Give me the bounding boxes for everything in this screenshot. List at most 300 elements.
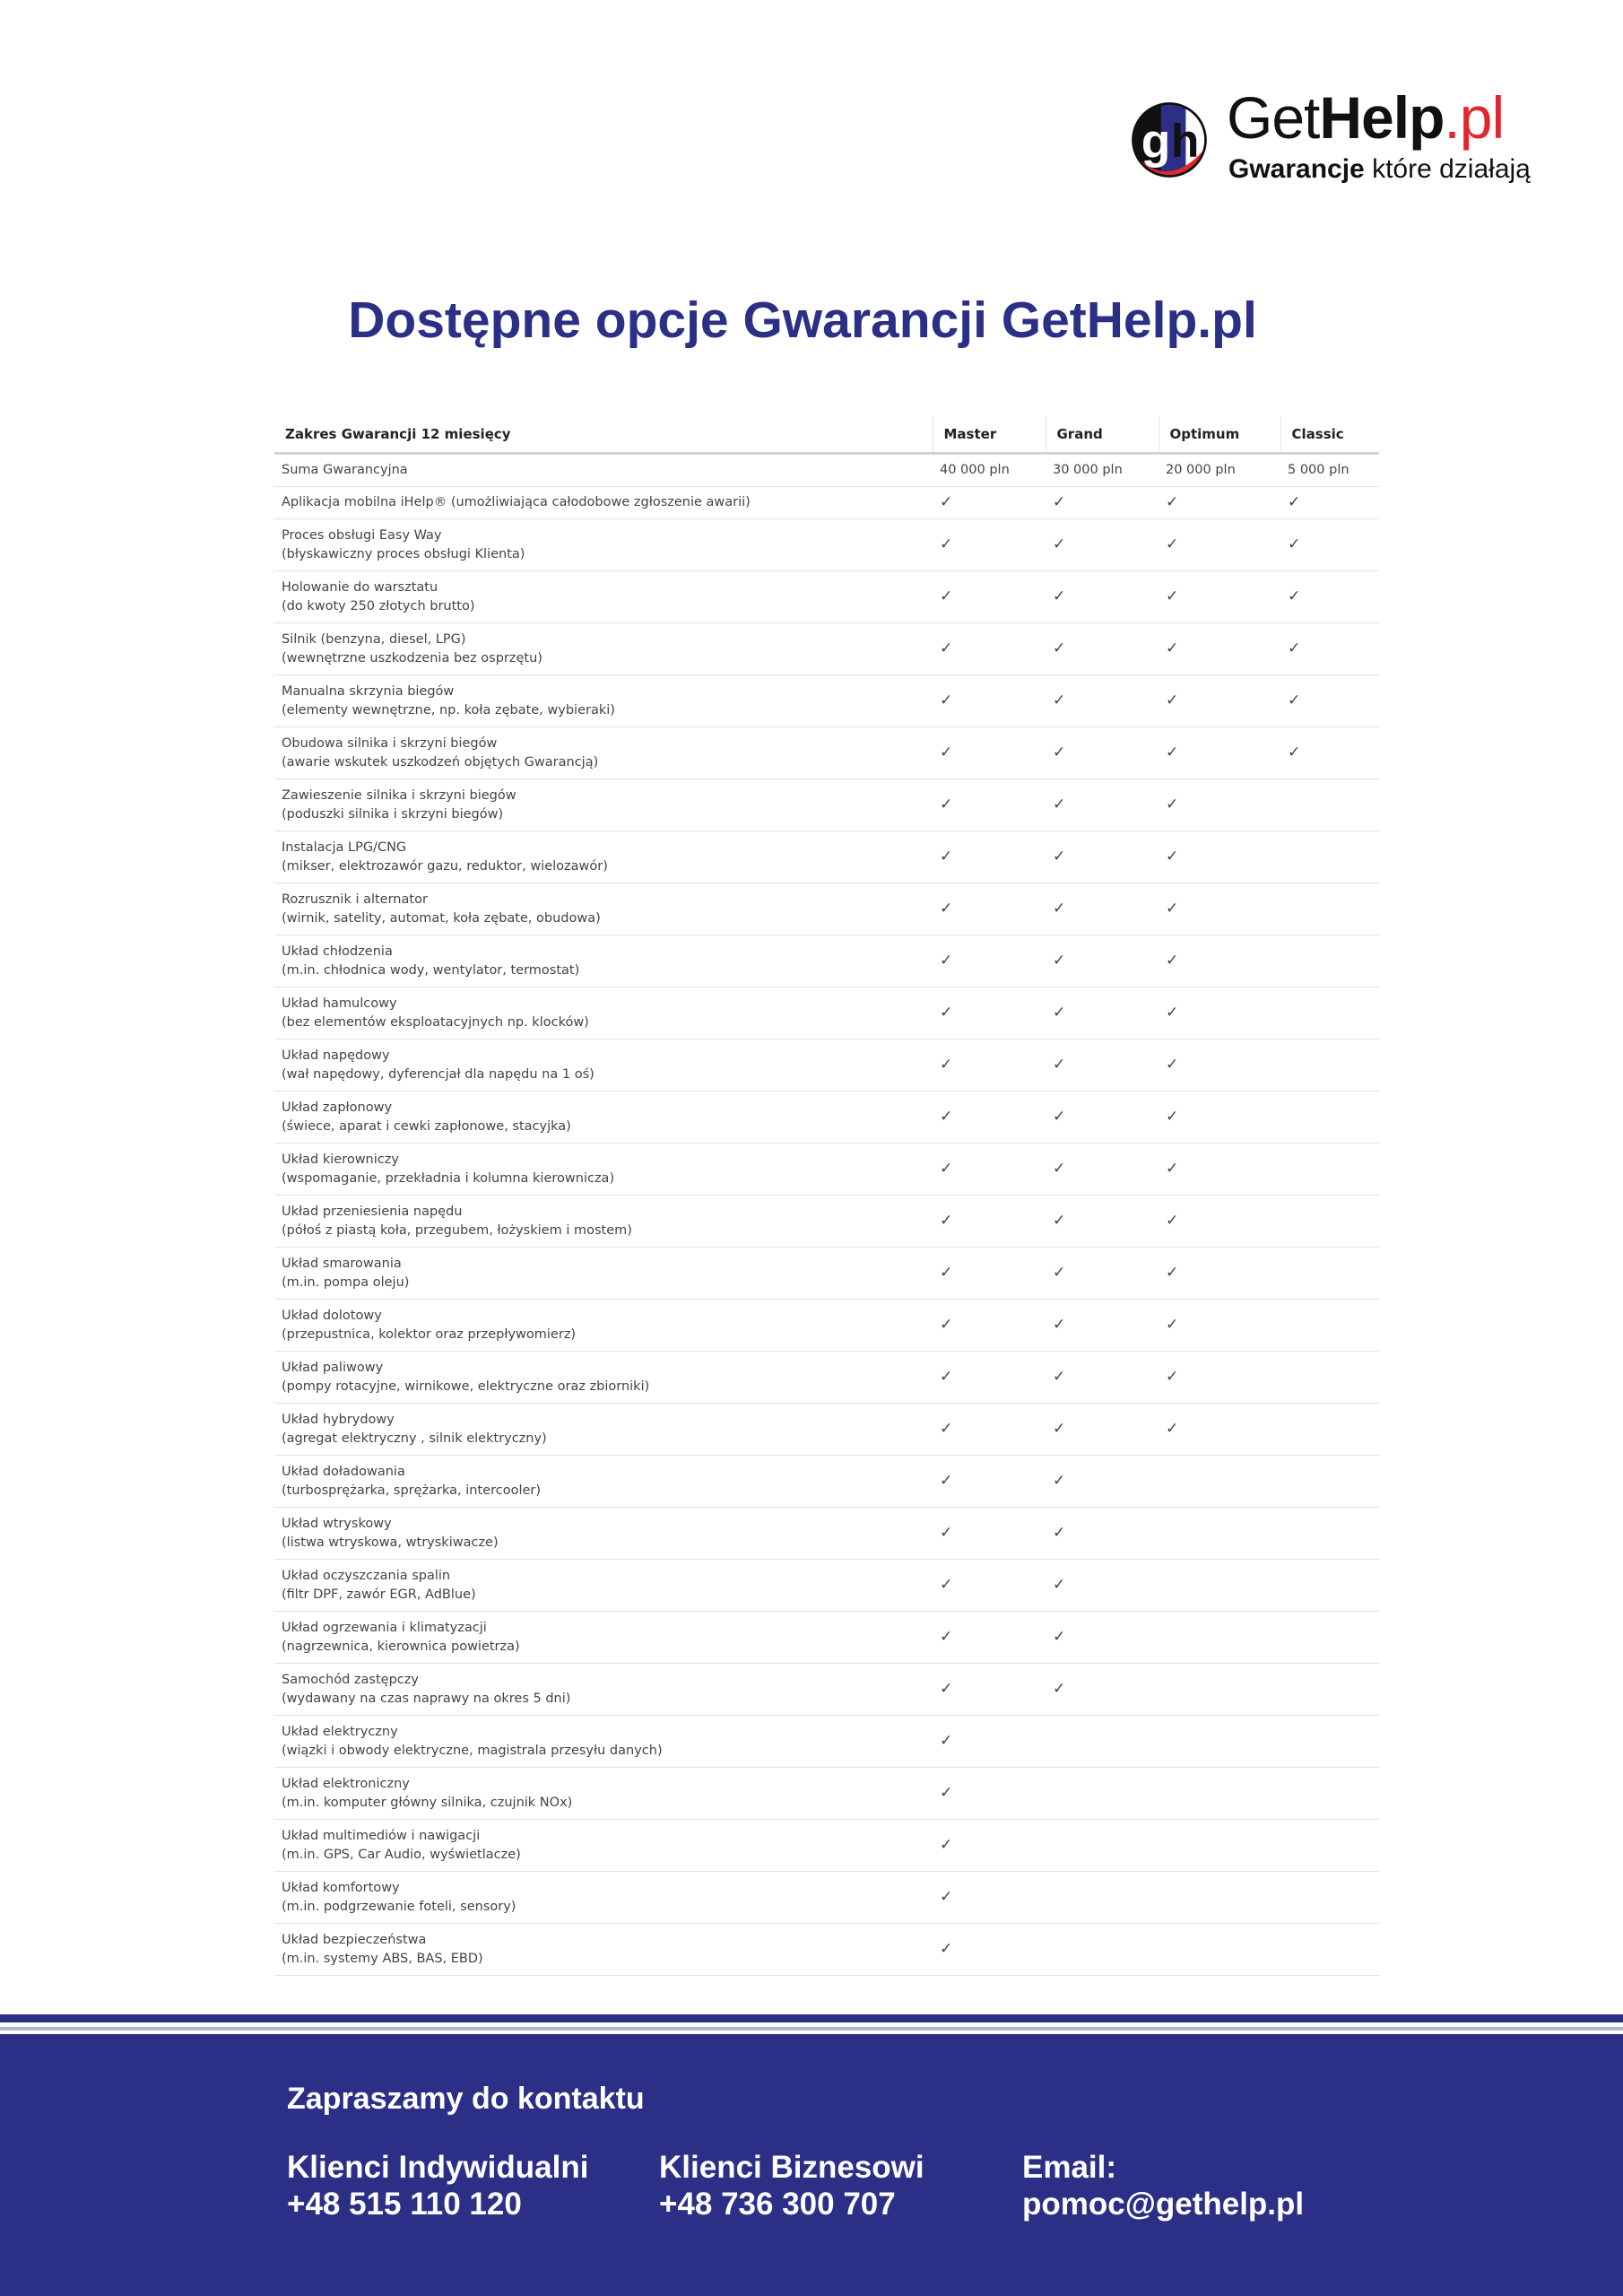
cell-grand: [1046, 1508, 1159, 1560]
feature-description: (bez elementów eksploatacyjnych np. klocków): [282, 1014, 589, 1030]
cell-classic: [1280, 487, 1379, 519]
feature-description: (listwa wtryskowa, wtryskiwacze): [282, 1535, 499, 1550]
table-row: [274, 1924, 1379, 1976]
warranty-table-container: [274, 416, 1379, 1976]
cell-classic: [1280, 1820, 1379, 1872]
check-icon: ✓: [1053, 1627, 1066, 1646]
check-icon: ✓: [940, 639, 953, 657]
cell-master: [933, 487, 1046, 519]
sum-value: 20 000 pln: [1166, 463, 1236, 477]
feature-description: (m.in. chłodnica wody, wentylator, termostat): [282, 962, 580, 978]
feature-description: (wiązki i obwody elektryczne, magistrala przesyłu danych): [282, 1743, 663, 1758]
check-icon: ✓: [1053, 1263, 1066, 1282]
check-icon: ✓: [1166, 1003, 1179, 1022]
cell-master: [933, 1820, 1046, 1872]
cell-optimum: [1159, 1456, 1280, 1508]
check-icon: ✓: [1166, 743, 1179, 761]
cell-optimum: [1159, 675, 1280, 727]
feature-cell: [274, 1664, 933, 1716]
cell-grand: [1046, 1456, 1159, 1508]
check-icon: ✓: [940, 899, 953, 918]
feature-name: Układ elektroniczny: [282, 1776, 410, 1791]
feature-cell: [274, 1091, 933, 1144]
cell-grand: [1046, 519, 1159, 571]
table-row: [274, 727, 1379, 779]
cell-grand: [1046, 1039, 1159, 1091]
feature-description: (wał napędowy, dyferencjał dla napędu na 1 oś): [282, 1066, 595, 1082]
check-icon: ✓: [1053, 743, 1066, 761]
sum-value: 40 000 pln: [940, 463, 1010, 477]
cell-classic: [1280, 883, 1379, 935]
feature-description: (poduszki silnika i skrzyni biegów): [282, 806, 504, 822]
cell-classic: [1280, 1196, 1379, 1248]
check-icon: ✓: [1166, 492, 1179, 511]
feature-name: Suma Gwarancyjna: [282, 463, 408, 477]
cell-classic: [1280, 779, 1379, 831]
cell-optimum: [1159, 1508, 1280, 1560]
feature-description: (wewnętrzne uszkodzenia bez osprzętu): [282, 650, 542, 665]
table-row: [274, 1716, 1379, 1768]
cell-master: [933, 1456, 1046, 1508]
cell-optimum: [1159, 571, 1280, 623]
check-icon: ✓: [940, 1887, 953, 1906]
check-icon: ✓: [1053, 1419, 1066, 1438]
feature-cell: [274, 1924, 933, 1976]
header-grand: Grand: [1046, 416, 1159, 454]
cell-grand: [1046, 779, 1159, 831]
check-icon: ✓: [1053, 1367, 1066, 1386]
contact-individual: [287, 2149, 588, 2222]
check-icon: ✓: [940, 951, 953, 970]
feature-cell: [274, 1820, 933, 1872]
cell-grand: [1046, 1924, 1159, 1976]
cell-master: [933, 1091, 1046, 1144]
table-row: [274, 1820, 1379, 1872]
contact-label: Email:: [1022, 2150, 1117, 2185]
warranty-comparison-table: [274, 416, 1379, 1976]
feature-description: (agregat elektryczny , silnik elektryczny): [282, 1431, 547, 1446]
check-icon: ✓: [1288, 492, 1301, 511]
feature-name: Układ komfortowy: [282, 1880, 400, 1895]
check-icon: ✓: [1166, 1159, 1179, 1178]
cell-grand: [1046, 935, 1159, 987]
check-icon: ✓: [940, 1367, 953, 1386]
feature-name: Układ zapłonowy: [282, 1100, 393, 1115]
page-title: Dostępne opcje Gwarancji GetHelp.pl: [348, 291, 1257, 349]
cell-classic: [1280, 1508, 1379, 1560]
cell-optimum: [1159, 831, 1280, 883]
cell-grand: [1046, 1404, 1159, 1456]
check-icon: ✓: [1053, 535, 1066, 553]
table-row: [274, 1560, 1379, 1612]
feature-cell: [274, 1612, 933, 1664]
contact-label: Klienci Indywidualni: [287, 2150, 589, 2185]
feature-name: Układ wtryskowy: [282, 1516, 392, 1531]
table-row: [274, 675, 1379, 727]
cell-grand: [1046, 571, 1159, 623]
feature-description: (pompy rotacyjne, wirnikowe, elektryczne oraz zbiorniki): [282, 1378, 650, 1394]
cell-grand: [1046, 487, 1159, 519]
cell-classic: [1280, 571, 1379, 623]
cell-optimum: [1159, 1820, 1280, 1872]
check-icon: ✓: [1288, 639, 1301, 657]
feature-cell: [274, 727, 933, 779]
cell-classic: [1280, 519, 1379, 571]
cell-classic: [1280, 1716, 1379, 1768]
cell-classic: [1280, 675, 1379, 727]
feature-cell: [274, 1508, 933, 1560]
cell-classic: [1280, 727, 1379, 779]
cell-grand: [1046, 831, 1159, 883]
check-icon: ✓: [1053, 1003, 1066, 1022]
cell-grand: [1046, 1352, 1159, 1404]
table-row: [274, 1664, 1379, 1716]
feature-description: (awarie wskutek uszkodzeń objętych Gwarancją): [282, 754, 599, 770]
feature-cell: [274, 519, 933, 571]
check-icon: ✓: [940, 1159, 953, 1178]
cell-master: [933, 1768, 1046, 1820]
feature-name: Manualna skrzynia biegów: [282, 683, 455, 699]
feature-description: (wydawany na czas naprawy na okres 5 dni): [282, 1691, 571, 1706]
cell-master: [933, 987, 1046, 1039]
feature-cell: [274, 1872, 933, 1924]
cell-classic: [1280, 1144, 1379, 1196]
cell-optimum: [1159, 779, 1280, 831]
cell-master: [933, 1560, 1046, 1612]
check-icon: ✓: [1053, 1107, 1066, 1126]
cell-master: [933, 1352, 1046, 1404]
check-icon: ✓: [940, 847, 953, 865]
cell-optimum: [1159, 1196, 1280, 1248]
feature-cell: [274, 831, 933, 883]
cell-classic: [1280, 831, 1379, 883]
footer-divider-light: [0, 2027, 1623, 2031]
cell-optimum: [1159, 883, 1280, 935]
check-icon: ✓: [1288, 587, 1301, 605]
contact-email: [1022, 2149, 1304, 2222]
cell-classic: [1280, 1352, 1379, 1404]
table-row: [274, 454, 1379, 487]
check-icon: ✓: [940, 1575, 953, 1594]
cell-grand: [1046, 883, 1159, 935]
feature-name: Proces obsługi Easy Way: [282, 527, 442, 543]
cell-master: [933, 1508, 1046, 1560]
feature-cell: [274, 779, 933, 831]
table-row: [274, 623, 1379, 675]
feature-description: (nagrzewnica, kierownica powietrza): [282, 1639, 520, 1654]
check-icon: ✓: [1166, 1211, 1179, 1230]
feature-name: Instalacja LPG/CNG: [282, 839, 407, 855]
check-icon: ✓: [940, 743, 953, 761]
feature-name: Obudowa silnika i skrzyni biegów: [282, 735, 498, 751]
table-row: [274, 1300, 1379, 1352]
feature-name: Układ bezpieczeństwa: [282, 1932, 427, 1947]
cell-optimum: [1159, 487, 1280, 519]
logo-pl-text: .pl: [1444, 84, 1505, 151]
check-icon: ✓: [1053, 1315, 1066, 1334]
cell-grand: [1046, 1560, 1159, 1612]
check-icon: ✓: [1053, 492, 1066, 511]
feature-name: Silnik (benzyna, diesel, LPG): [282, 631, 466, 647]
svg-text:h: h: [1170, 114, 1200, 167]
feature-name: Układ kierowniczy: [282, 1152, 399, 1167]
cell-master: [933, 623, 1046, 675]
feature-description: (m.in. systemy ABS, BAS, EBD): [282, 1951, 483, 1966]
cell-optimum: [1159, 1924, 1280, 1976]
feature-name: Układ hamulcowy: [282, 996, 397, 1011]
check-icon: ✓: [1053, 951, 1066, 970]
table-row: [274, 1196, 1379, 1248]
header-master: Master: [933, 416, 1046, 454]
cell-optimum: [1159, 727, 1280, 779]
contact-phone-individual[interactable]: +48 515 110 120: [287, 2187, 522, 2222]
cell-grand: [1046, 623, 1159, 675]
feature-cell: [274, 1456, 933, 1508]
check-icon: ✓: [940, 492, 953, 511]
table-row: [274, 1872, 1379, 1924]
cell-optimum: [1159, 1039, 1280, 1091]
feature-name: Układ dolotowy: [282, 1308, 382, 1323]
feature-cell: [274, 1404, 933, 1456]
feature-name: Aplikacja mobilna iHelp® (umożliwiająca całodobowe zgłoszenie awarii): [282, 495, 751, 509]
feature-cell: [274, 1300, 933, 1352]
check-icon: ✓: [1166, 1055, 1179, 1074]
feature-description: (świece, aparat i cewki zapłonowe, stacyjka): [282, 1118, 571, 1134]
table-row: [274, 1508, 1379, 1560]
check-icon: ✓: [940, 1783, 953, 1802]
check-icon: ✓: [940, 1471, 953, 1490]
cell-grand: [1046, 987, 1159, 1039]
feature-cell: [274, 1716, 933, 1768]
cell-grand: [1046, 1144, 1159, 1196]
check-icon: ✓: [1166, 1263, 1179, 1282]
cell-grand: [1046, 1664, 1159, 1716]
contact-footer: [0, 2034, 1623, 2296]
table-row: [274, 987, 1379, 1039]
cell-optimum: [1159, 1872, 1280, 1924]
header-feature: Zakres Gwarancji 12 miesięcy: [274, 416, 933, 454]
feature-description: (do kwoty 250 złotych brutto): [282, 598, 475, 613]
cell-master: [933, 1404, 1046, 1456]
feature-cell: [274, 1560, 933, 1612]
cell-grand: [1046, 1768, 1159, 1820]
cell-master: [933, 883, 1046, 935]
check-icon: ✓: [1053, 1471, 1066, 1490]
cell-optimum: [1159, 1144, 1280, 1196]
footer-divider: [0, 2014, 1623, 2022]
check-icon: ✓: [1288, 535, 1301, 553]
check-icon: ✓: [1053, 587, 1066, 605]
check-icon: ✓: [1166, 899, 1179, 918]
cell-optimum: [1159, 454, 1280, 487]
check-icon: ✓: [1166, 1107, 1179, 1126]
cell-classic: [1280, 935, 1379, 987]
table-row: [274, 1456, 1379, 1508]
cell-classic: [1280, 1300, 1379, 1352]
feature-cell: [274, 623, 933, 675]
sum-value: 30 000 pln: [1053, 463, 1123, 477]
check-icon: ✓: [940, 587, 953, 605]
cell-classic: [1280, 1091, 1379, 1144]
cell-master: [933, 1924, 1046, 1976]
feature-cell: [274, 487, 933, 519]
check-icon: ✓: [1053, 847, 1066, 865]
check-icon: ✓: [1166, 535, 1179, 553]
table-body: [274, 454, 1379, 1976]
feature-name: Zawieszenie silnika i skrzyni biegów: [282, 787, 516, 803]
check-icon: ✓: [940, 691, 953, 709]
cell-optimum: [1159, 623, 1280, 675]
feature-name: Układ doładowania: [282, 1464, 405, 1479]
feature-description: (wspomaganie, przekładnia i kolumna kierownicza): [282, 1170, 615, 1186]
check-icon: ✓: [940, 1731, 953, 1750]
logo-get-text: Get: [1227, 84, 1320, 151]
check-icon: ✓: [1053, 691, 1066, 709]
check-icon: ✓: [940, 1939, 953, 1958]
check-icon: ✓: [1166, 847, 1179, 865]
feature-name: Samochód zastępczy: [282, 1672, 419, 1687]
check-icon: ✓: [1053, 1211, 1066, 1230]
check-icon: ✓: [940, 535, 953, 553]
feature-description: (m.in. pompa oleju): [282, 1274, 410, 1290]
feature-name: Układ oczyszczania spalin: [282, 1568, 451, 1583]
cell-master: [933, 1144, 1046, 1196]
check-icon: ✓: [940, 1627, 953, 1646]
cell-master: [933, 675, 1046, 727]
feature-name: Układ elektryczny: [282, 1724, 398, 1739]
feature-description: (filtr DPF, zawór EGR, AdBlue): [282, 1587, 476, 1602]
feature-cell: [274, 987, 933, 1039]
feature-description: (m.in. podgrzewanie foteli, sensory): [282, 1899, 516, 1914]
check-icon: ✓: [1166, 1315, 1179, 1334]
cell-master: [933, 1612, 1046, 1664]
cell-classic: [1280, 1664, 1379, 1716]
check-icon: ✓: [1053, 1055, 1066, 1074]
check-icon: ✓: [1053, 1159, 1066, 1178]
cell-optimum: [1159, 1091, 1280, 1144]
feature-cell: [274, 1144, 933, 1196]
cell-optimum: [1159, 1768, 1280, 1820]
gethelp-logo: [1128, 84, 1531, 196]
table-row: [274, 519, 1379, 571]
cell-grand: [1046, 675, 1159, 727]
feature-name: Układ paliwowy: [282, 1360, 384, 1375]
feature-cell: [274, 454, 933, 487]
check-icon: ✓: [1053, 1523, 1066, 1542]
cell-optimum: [1159, 1560, 1280, 1612]
check-icon: ✓: [1053, 1679, 1066, 1698]
feature-name: Układ chłodzenia: [282, 944, 393, 959]
check-icon: ✓: [940, 1679, 953, 1698]
check-icon: ✓: [1166, 587, 1179, 605]
cell-grand: [1046, 454, 1159, 487]
cell-master: [933, 779, 1046, 831]
check-icon: ✓: [1166, 691, 1179, 709]
feature-name: Rozrusznik i alternator: [282, 891, 428, 907]
check-icon: ✓: [940, 1107, 953, 1126]
cell-grand: [1046, 1872, 1159, 1924]
feature-cell: [274, 935, 933, 987]
check-icon: ✓: [1166, 1419, 1179, 1438]
feature-name: Holowanie do warsztatu: [282, 579, 438, 595]
check-icon: ✓: [940, 1055, 953, 1074]
feature-cell: [274, 1248, 933, 1300]
check-icon: ✓: [1053, 899, 1066, 918]
feature-cell: [274, 571, 933, 623]
contact-phone-business[interactable]: +48 736 300 707: [659, 2187, 896, 2222]
table-row: [274, 487, 1379, 519]
cell-classic: [1280, 987, 1379, 1039]
cell-master: [933, 935, 1046, 987]
feature-cell: [274, 1352, 933, 1404]
cell-classic: [1280, 1872, 1379, 1924]
cell-master: [933, 727, 1046, 779]
table-row: [274, 1039, 1379, 1091]
header-classic: Classic: [1280, 416, 1379, 454]
tagline-bold: Gwarancje: [1228, 154, 1365, 184]
feature-cell: [274, 1768, 933, 1820]
cell-master: [933, 571, 1046, 623]
cell-master: [933, 1248, 1046, 1300]
sum-value: 5 000 pln: [1288, 463, 1350, 477]
cell-classic: [1280, 623, 1379, 675]
tagline-rest: które działają: [1364, 154, 1531, 184]
table-header-row: [274, 416, 1379, 454]
logo-help-text: Help: [1319, 84, 1445, 151]
cell-master: [933, 519, 1046, 571]
check-icon: ✓: [1288, 691, 1301, 709]
feature-name: Układ multimediów i nawigacji: [282, 1828, 481, 1843]
cell-grand: [1046, 1716, 1159, 1768]
cell-classic: [1280, 454, 1379, 487]
cell-master: [933, 454, 1046, 487]
feature-description: (przepustnica, kolektor oraz przepływomierz): [282, 1326, 577, 1342]
contact-email-address[interactable]: pomoc@gethelp.pl: [1022, 2187, 1305, 2222]
check-icon: ✓: [940, 1523, 953, 1542]
check-icon: ✓: [940, 1211, 953, 1230]
logo-wordmark: [1227, 84, 1505, 151]
table-row: [274, 883, 1379, 935]
cell-classic: [1280, 1456, 1379, 1508]
feature-cell: [274, 675, 933, 727]
cell-grand: [1046, 1091, 1159, 1144]
feature-description: (m.in. GPS, Car Audio, wyświetlacze): [282, 1847, 521, 1862]
cell-optimum: [1159, 1404, 1280, 1456]
cell-optimum: [1159, 987, 1280, 1039]
cell-master: [933, 1300, 1046, 1352]
cell-optimum: [1159, 1716, 1280, 1768]
check-icon: ✓: [940, 1419, 953, 1438]
cell-grand: [1046, 1196, 1159, 1248]
check-icon: ✓: [940, 795, 953, 813]
cell-classic: [1280, 1039, 1379, 1091]
cell-grand: [1046, 1248, 1159, 1300]
check-icon: ✓: [940, 1263, 953, 1282]
check-icon: ✓: [1166, 795, 1179, 813]
header-optimum: Optimum: [1159, 416, 1280, 454]
feature-description: (m.in. komputer główny silnika, czujnik NOx): [282, 1795, 573, 1810]
check-icon: ✓: [1053, 639, 1066, 657]
check-icon: ✓: [1288, 743, 1301, 761]
check-icon: ✓: [940, 1315, 953, 1334]
table-row: [274, 1248, 1379, 1300]
check-icon: ✓: [940, 1835, 953, 1854]
feature-cell: [274, 883, 933, 935]
feature-cell: [274, 1039, 933, 1091]
cell-master: [933, 1664, 1046, 1716]
svg-text:g: g: [1141, 116, 1171, 170]
cell-grand: [1046, 727, 1159, 779]
